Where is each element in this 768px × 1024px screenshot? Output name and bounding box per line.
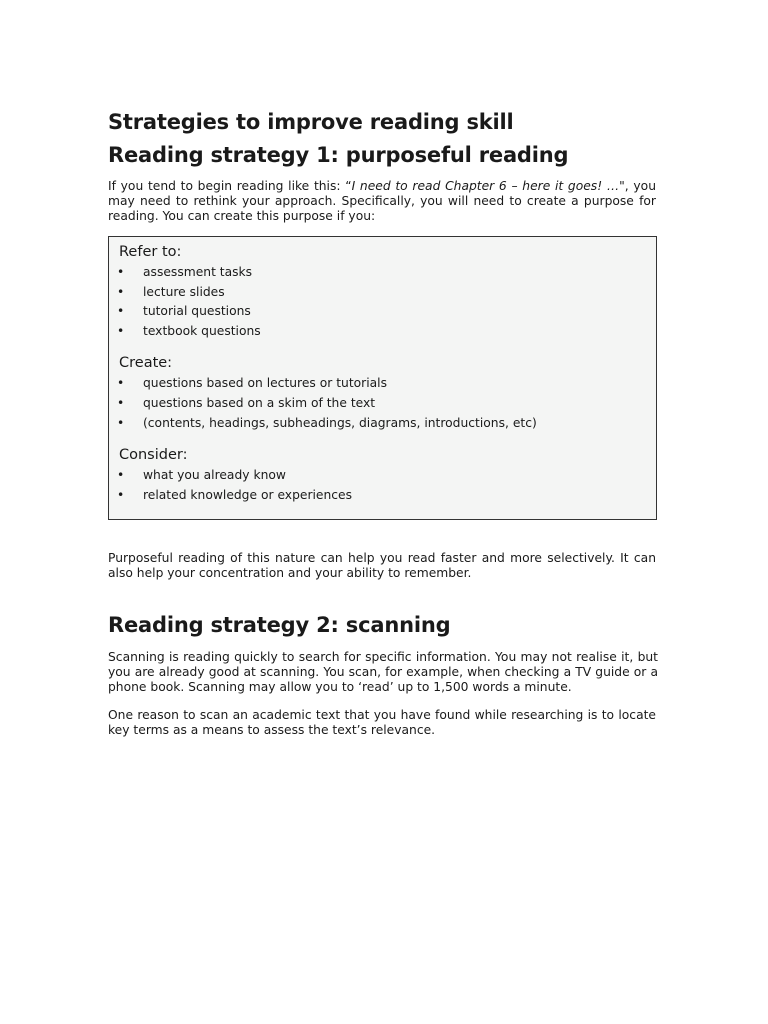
intro-end: ", you may need to rethink your approach. Specifically, you will need to create a purpose for reading. You can create this purpose if you:: [108, 179, 656, 223]
document-title: Strategies to improve reading skill: [108, 110, 514, 134]
consider-group: [119, 446, 646, 505]
list-item: [119, 322, 646, 342]
list-item-text: assessment tasks: [143, 265, 253, 279]
refer-list: [119, 263, 646, 341]
scanning-paragraph-2: One reason to scan an academic text that you have found while researching is to locate key terms as a means to assess the text’s relevance.: [108, 708, 656, 737]
intro-paragraph: [108, 179, 656, 224]
intro-start: If you tend to begin reading like this: “: [108, 179, 352, 193]
list-item-text: what you already know: [143, 468, 286, 483]
intro-quote: I need to read Chapter 6 – here it goes! …: [351, 179, 620, 193]
list-item: [119, 466, 646, 486]
list-item: [119, 283, 646, 303]
bullet-icon: •: [117, 284, 125, 299]
bullet-icon: •: [117, 265, 125, 279]
create-group: [119, 354, 646, 433]
list-item-text: tutorial questions: [143, 304, 251, 319]
bullet-icon: •: [117, 468, 125, 483]
bullet-icon: •: [117, 487, 125, 502]
section2-heading: Reading strategy 2: scanning: [108, 613, 451, 637]
after-box-paragraph: Purposeful reading of this nature can help you read faster and more selectively. It can also help your concentration and your ability to remember.: [108, 551, 656, 580]
list-item-text: lecture slides: [143, 284, 225, 299]
list-item-text: questions based on a skim of the text: [143, 395, 376, 410]
list-item: [119, 394, 646, 414]
list-item: [119, 302, 646, 322]
bullet-icon: •: [117, 395, 125, 410]
list-item-text: (contents, headings, subheadings, diagrams, introductions, etc): [143, 415, 537, 430]
list-item-text: textbook questions: [143, 323, 261, 338]
bullet-icon: •: [117, 376, 125, 391]
section1-heading: Reading strategy 1: purposeful reading: [108, 143, 569, 167]
consider-heading: Consider:: [119, 447, 188, 464]
create-heading: Create:: [119, 355, 173, 372]
list-item-text: related knowledge or experiences: [143, 487, 353, 502]
purpose-box: [108, 236, 657, 520]
list-item-text: questions based on lectures or tutorials: [143, 376, 387, 391]
bullet-icon: •: [117, 415, 125, 430]
consider-list: [119, 466, 646, 505]
list-item: [119, 486, 646, 506]
list-item: [119, 263, 646, 283]
bullet-icon: •: [117, 304, 125, 319]
scanning-paragraph-1: Scanning is reading quickly to search for specific information. You may not realise it, but you are already good at scanning. You scan, for example, when checking a TV guide or a phone book. Scanning may allow you to ‘read’ up to 1,500 words a minute.: [108, 650, 658, 694]
create-list: [119, 374, 646, 433]
refer-group: [119, 243, 646, 341]
refer-heading: Refer to:: [119, 244, 182, 260]
list-item: [119, 374, 646, 394]
bullet-icon: •: [117, 323, 125, 338]
list-item: [119, 414, 646, 434]
